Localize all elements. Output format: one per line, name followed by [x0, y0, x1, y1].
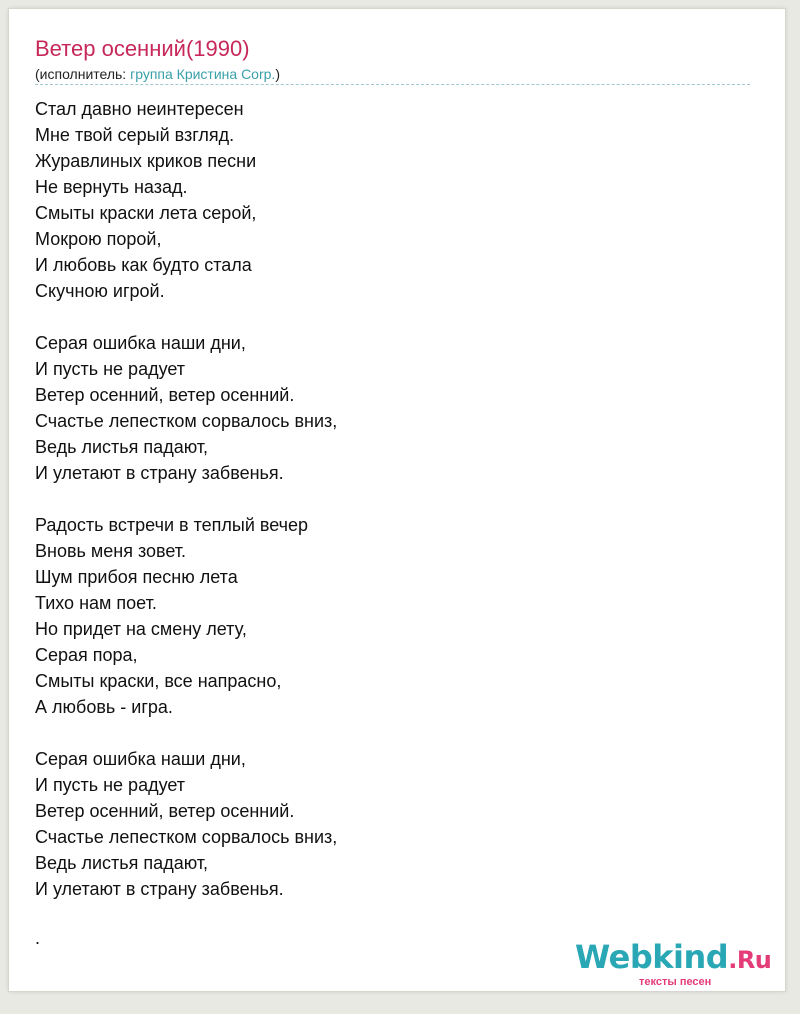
lyrics-line: И пусть не радует: [35, 359, 186, 379]
artist-suffix: ): [275, 66, 280, 82]
lyrics-line: Радость встречи в теплый вечер: [35, 515, 309, 535]
lyrics-line: Шум прибоя песню лета: [35, 567, 238, 587]
lyrics-body: [35, 96, 337, 928]
lyrics-stanza: [35, 746, 337, 902]
lyrics-line: Счастье лепестком сорвалось вниз,: [35, 411, 338, 431]
dashed-divider: [35, 84, 750, 85]
logo-subtitle: тексты песен: [639, 976, 712, 988]
lyrics-line: Не вернуть назад.: [35, 177, 188, 197]
lyrics-line: Стал давно неинтересен: [35, 99, 244, 119]
lyrics-line: Но придет на смену лету,: [35, 619, 247, 639]
lyrics-line: Серая ошибка наши дни,: [35, 749, 246, 769]
lyrics-line: Ведь листья падают,: [35, 437, 209, 457]
lyrics-line: А любовь - игра.: [35, 697, 173, 717]
lyrics-line: И пусть не радует: [35, 775, 186, 795]
lyrics-line: И любовь как будто стала: [35, 255, 252, 275]
logo-tld: .Ru: [728, 946, 772, 974]
logo-wordmark: [575, 937, 771, 980]
webkind-logo[interactable]: [575, 937, 770, 987]
lyrics-line: Тихо нам поет.: [35, 593, 157, 613]
lyrics-line: Серая пора,: [35, 645, 138, 665]
artist-link[interactable]: группа Кристина Corp.: [130, 66, 276, 82]
lyrics-line: Мне твой серый взгляд.: [35, 125, 235, 145]
lyrics-line: Скучною игрой.: [35, 281, 165, 301]
lyrics-line: Ведь листья падают,: [35, 853, 209, 873]
lyrics-line: Смыты краски, все напрасно,: [35, 671, 282, 691]
lyrics-line: И улетают в страну забвенья.: [35, 463, 284, 483]
logo-word: Webkind: [575, 938, 729, 976]
lyrics-line: Ветер осенний, ветер осенний.: [35, 385, 295, 405]
lyrics-trailing-dot: .: [35, 928, 41, 948]
artist-line: [35, 66, 280, 82]
lyrics-line: Ветер осенний, ветер осенний.: [35, 801, 295, 821]
lyrics-line: Смыты краски лета серой,: [35, 203, 257, 223]
lyrics-line: Вновь меня зовет.: [35, 541, 187, 561]
lyrics-stanza: [35, 512, 337, 720]
lyrics-line: Журавлиных криков песни: [35, 151, 257, 171]
lyrics-stanza: [35, 96, 337, 304]
lyrics-stanza: [35, 330, 337, 486]
lyrics-line: Серая ошибка наши дни,: [35, 333, 246, 353]
lyrics-line: Счастье лепестком сорвалось вниз,: [35, 827, 338, 847]
artist-prefix: (исполнитель:: [35, 66, 131, 82]
song-title: Ветер осенний(1990): [35, 36, 250, 61]
lyrics-line: И улетают в страну забвенья.: [35, 879, 284, 899]
lyrics-line: Мокрою порой,: [35, 229, 162, 249]
